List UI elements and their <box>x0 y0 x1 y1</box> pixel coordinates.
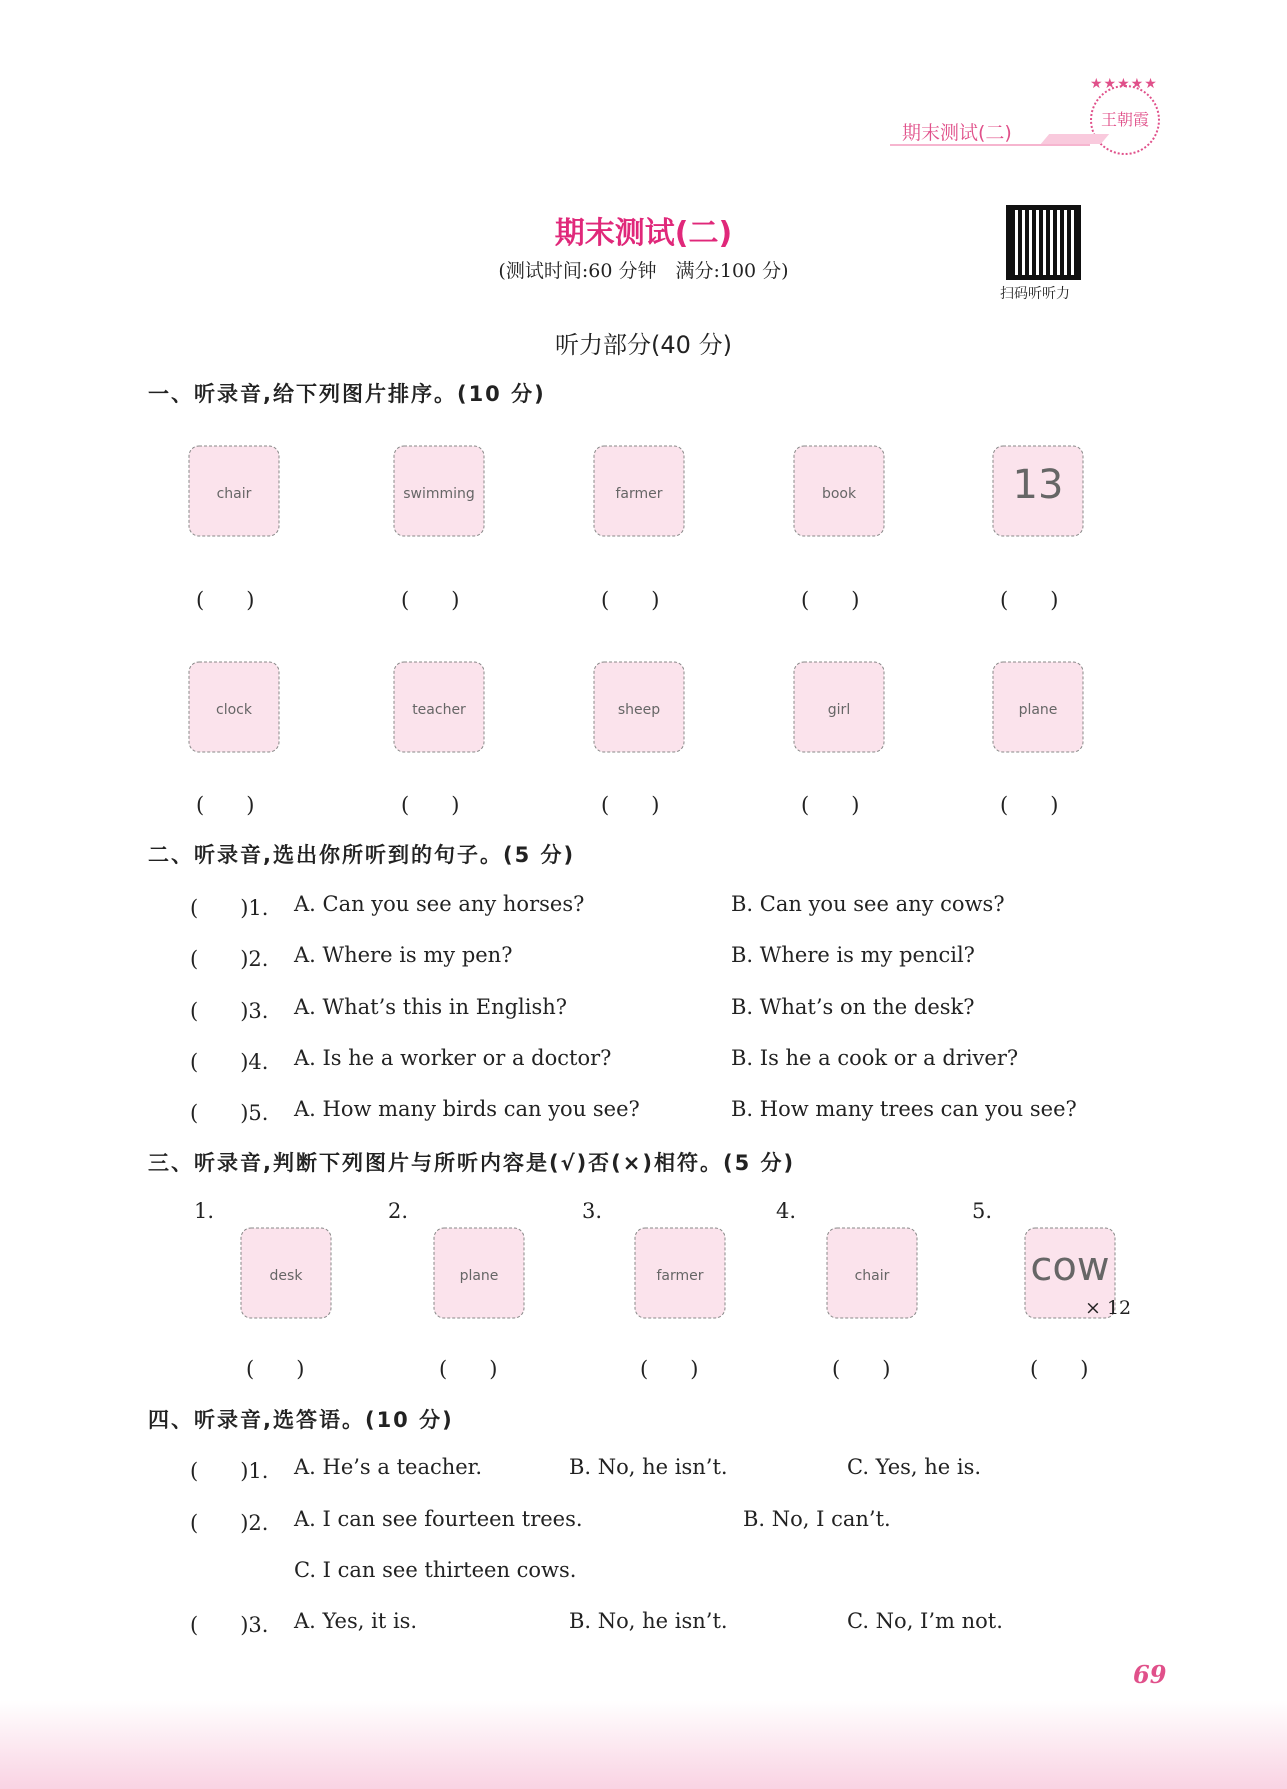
header-tab-decoration <box>1041 134 1109 144</box>
svg-text:girl: girl <box>827 702 851 718</box>
option-b[interactable]: B. No, I can’t. <box>743 1507 891 1531</box>
option-c[interactable]: C. Yes, he is. <box>847 1455 982 1479</box>
option-b[interactable]: B. Can you see any cows? <box>731 892 1005 916</box>
svg-text:book: book <box>821 486 857 502</box>
item-number: 1. <box>194 1199 215 1223</box>
svg-text:desk: desk <box>269 1268 303 1284</box>
option-a[interactable]: A. Where is my pen? <box>294 943 513 968</box>
answer-blank[interactable]: ( ) <box>439 1357 498 1381</box>
option-c[interactable]: C. No, I’m not. <box>847 1609 1003 1633</box>
option-c[interactable]: C. I can see thirteen cows. <box>294 1558 577 1582</box>
option-a[interactable]: A. Yes, it is. <box>294 1609 418 1633</box>
desk-picture <box>231 1218 341 1328</box>
question-number[interactable]: ( )3. <box>190 998 269 1023</box>
item-number: 3. <box>582 1199 603 1223</box>
qr-code-icon[interactable] <box>1006 205 1081 280</box>
svg-text:sheep: sheep <box>617 702 661 718</box>
section-1-heading: 一、听录音,给下列图片排序。(10 分) <box>148 382 546 406</box>
answer-blank[interactable]: ( ) <box>601 793 660 817</box>
answer-blank[interactable]: ( ) <box>1030 1357 1089 1381</box>
page-number: 69 <box>1133 1660 1167 1689</box>
cow-count: × 12 <box>1085 1297 1132 1319</box>
option-a[interactable]: A. What’s this in English? <box>294 994 568 1019</box>
answer-blank[interactable]: ( ) <box>246 1357 305 1381</box>
part-heading: 听力部分(40 分) <box>555 331 732 359</box>
svg-text:cow: cow <box>1030 1244 1110 1290</box>
question-number[interactable]: ( )1. <box>190 896 269 920</box>
answer-blank[interactable]: ( ) <box>196 588 255 612</box>
swimming-picture <box>384 436 494 546</box>
question-number[interactable]: ( )2. <box>190 1511 269 1535</box>
option-b[interactable]: B. Where is my pencil? <box>731 943 975 968</box>
svg-text:teacher: teacher <box>412 702 466 718</box>
running-title: 期末测试(二) <box>902 122 1012 144</box>
question-number[interactable]: ( )1. <box>190 1459 269 1483</box>
question-number[interactable]: ( )3. <box>190 1613 269 1637</box>
answer-blank[interactable]: ( ) <box>601 588 660 612</box>
answer-blank[interactable]: ( ) <box>801 588 860 612</box>
svg-text:plane: plane <box>1018 702 1058 718</box>
girl-picture <box>784 652 894 762</box>
plane-picture <box>983 652 1093 762</box>
svg-text:clock: clock <box>216 702 252 718</box>
section-4-heading: 四、听录音,选答语。(10 分) <box>148 1408 454 1432</box>
svg-text:farmer: farmer <box>656 1268 704 1284</box>
option-b[interactable]: B. How many trees can you see? <box>731 1097 1077 1122</box>
teacher-picture <box>384 652 494 762</box>
section-3-heading: 三、听录音,判断下列图片与所听内容是(√)否(×)相符。(5 分) <box>148 1151 796 1175</box>
chair-picture <box>817 1218 927 1328</box>
section-2-heading: 二、听录音,选出你所听到的句子。(5 分) <box>148 843 576 867</box>
farmer-picture <box>625 1218 735 1328</box>
option-a[interactable]: A. He’s a teacher. <box>294 1455 483 1479</box>
svg-text:chair: chair <box>854 1268 890 1284</box>
option-a[interactable]: A. I can see fourteen trees. <box>294 1507 583 1531</box>
option-a[interactable]: A. How many birds can you see? <box>294 1097 640 1122</box>
item-number: 2. <box>388 1199 409 1223</box>
svg-text:chair: chair <box>216 486 252 502</box>
clock-picture <box>179 652 289 762</box>
svg-text:swimming: swimming <box>403 486 475 502</box>
option-b[interactable]: B. No, he isn’t. <box>569 1609 728 1633</box>
plane-picture <box>424 1218 534 1328</box>
option-a[interactable]: A. Can you see any horses? <box>294 892 585 916</box>
option-a[interactable]: A. Is he a worker or a doctor? <box>294 1045 612 1070</box>
chair-picture <box>179 436 289 546</box>
answer-blank[interactable]: ( ) <box>1000 793 1059 817</box>
page-title: 期末测试(二) <box>554 216 733 251</box>
option-b[interactable]: B. No, he isn’t. <box>569 1455 728 1479</box>
item-number: 5. <box>972 1199 993 1223</box>
stars-icon: ★★★★★ <box>1090 76 1158 92</box>
question-number[interactable]: ( )5. <box>190 1101 269 1126</box>
subtitle: (测试时间:60 分钟 满分:100 分) <box>498 260 789 282</box>
answer-blank[interactable]: ( ) <box>196 793 255 817</box>
footer-decoration <box>0 1700 1287 1789</box>
option-b[interactable]: B. What’s on the desk? <box>731 994 975 1019</box>
answer-blank[interactable]: ( ) <box>401 588 460 612</box>
svg-text:plane: plane <box>459 1268 499 1284</box>
answer-blank[interactable]: ( ) <box>640 1357 699 1381</box>
book-picture <box>784 436 894 546</box>
farmer-picture <box>584 436 694 546</box>
publisher-seal-logo: 王朝霞 <box>1090 85 1160 155</box>
item-number: 4. <box>776 1199 797 1223</box>
13-picture <box>983 436 1093 546</box>
answer-blank[interactable]: ( ) <box>1000 588 1059 612</box>
answer-blank[interactable]: ( ) <box>401 793 460 817</box>
question-number[interactable]: ( )4. <box>190 1049 269 1074</box>
question-number[interactable]: ( )2. <box>190 947 269 972</box>
answer-blank[interactable]: ( ) <box>832 1357 891 1381</box>
answer-blank[interactable]: ( ) <box>801 793 860 817</box>
qr-label: 扫码听听力 <box>1000 286 1070 302</box>
svg-text:13: 13 <box>1012 462 1064 508</box>
sheep-picture <box>584 652 694 762</box>
svg-text:farmer: farmer <box>615 486 663 502</box>
option-b[interactable]: B. Is he a cook or a driver? <box>731 1045 1019 1070</box>
